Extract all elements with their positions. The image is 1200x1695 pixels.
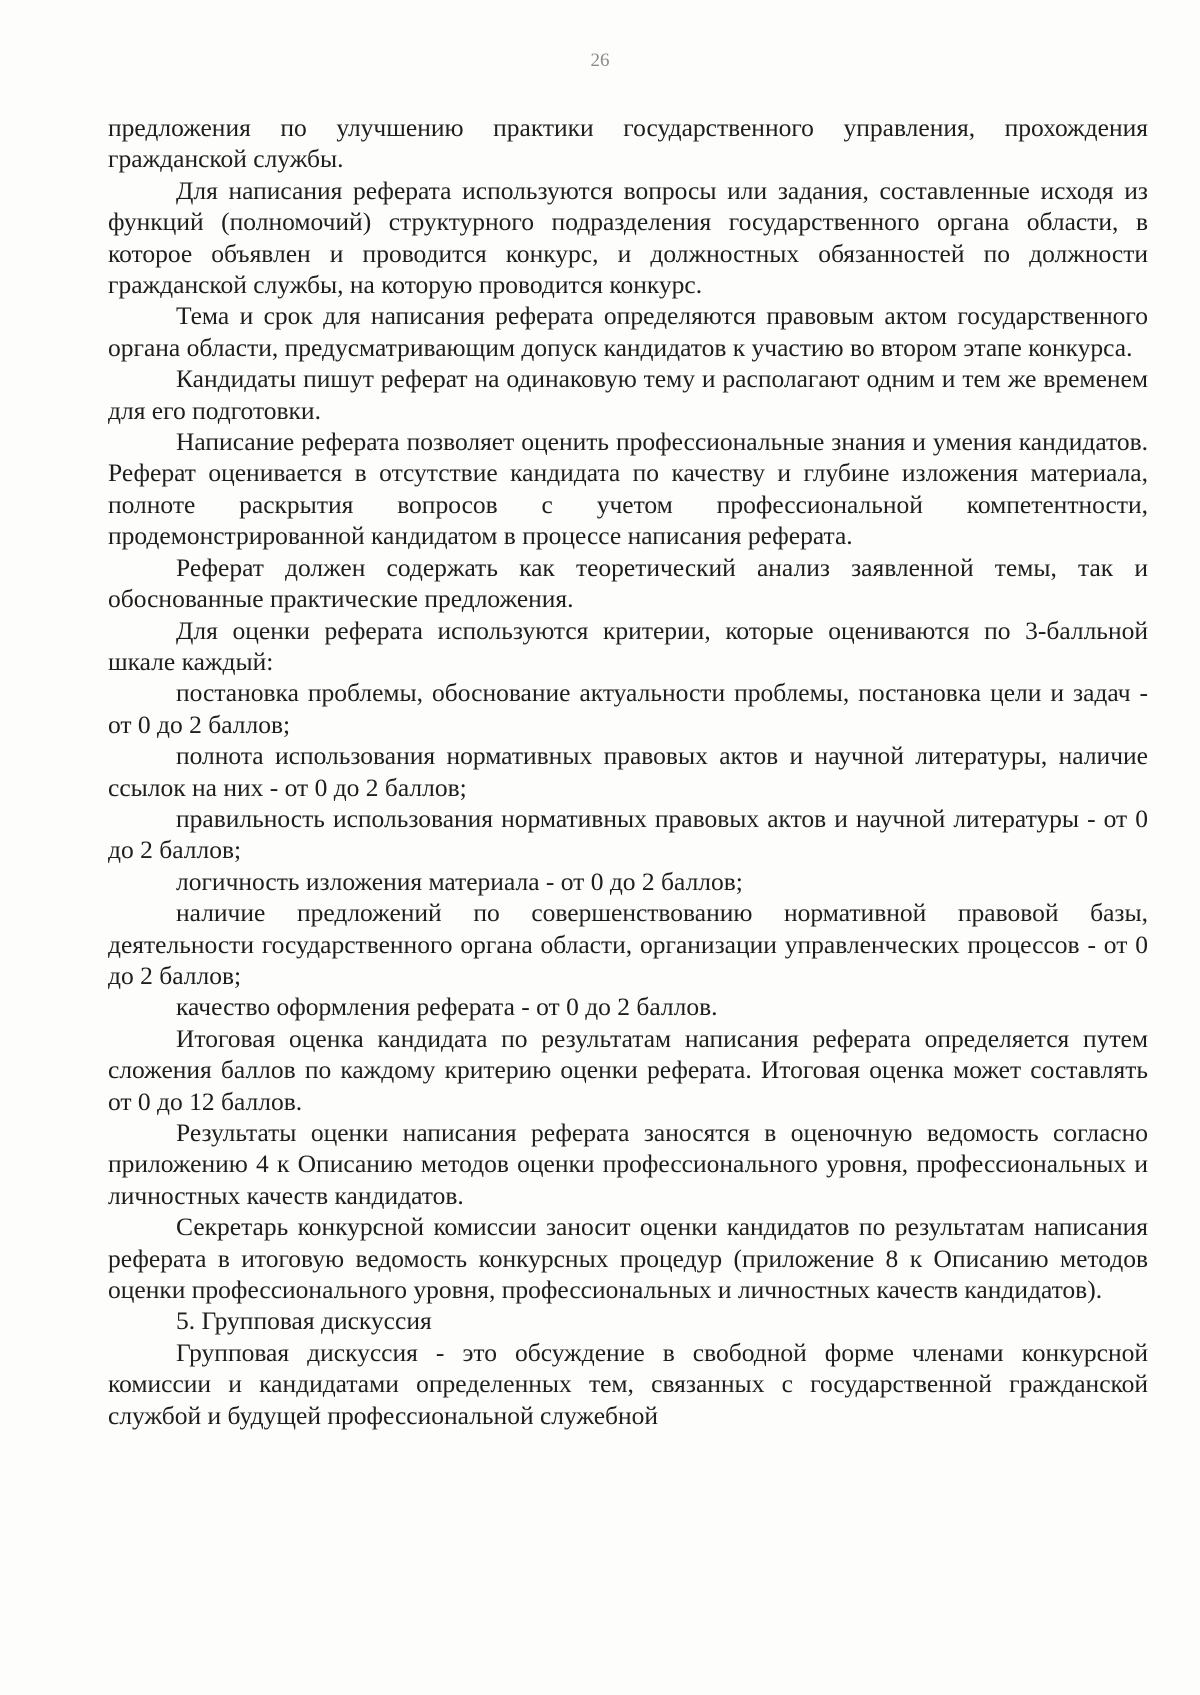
paragraph: Результаты оценки написания реферата заносятся в оценочную ведомость согласно приложению 4 к Описанию методов оценки профессионального уровня, профессиональных и личностных качеств кандидатов. <box>108 1118 1148 1210</box>
paragraph-continuation: предложения по улучшению практики государственного управления, прохождения гражданской службы. <box>108 113 1148 174</box>
criterion-item: качество оформления реферата - от 0 до 2 баллов. <box>176 992 718 1022</box>
paragraph: Итоговая оценка кандидата по результатам написания реферата определяется путем сложения баллов по каждому критерию оценки реферата. Итоговая оценка может составлять от 0 до 12 баллов. <box>108 1023 1148 1116</box>
paragraph: Написание реферата позволяет оценить профессиональные знания и умения кандидатов. Реферат оценивается в отсутствие кандидата по качеству и глубине изложения материала, полноте раскрытия вопросов с учетом профессиональной компетентности, продемонстрированной кандидатом в процессе написания реферата. <box>108 427 1148 551</box>
paragraph: Для написания реферата используются вопросы или задания, составленные исходя из функций (полномочий) структурного подразделения государственного органа области, в которое объявлен и проводится конкурс, и должностных обязанностей по должности гражданской службы, на которую проводится конкурс. <box>108 175 1148 300</box>
paragraph: Реферат должен содержать как теоретический анализ заявленной темы, так и обоснованные практические предложения. <box>108 552 1148 614</box>
section-heading: 5. Групповая дискуссия <box>176 1306 432 1336</box>
criterion-item: логичность изложения материала - от 0 до 2 баллов; <box>176 866 743 896</box>
paragraph: Групповая дискуссия - это обсуждение в свободной форме членами конкурсной комиссии и кандидатами определенных тем, связанных с государственной гражданской службой и будущей профессиональной служебной <box>108 1337 1148 1430</box>
paragraph: Секретарь конкурсной комиссии заносит оценки кандидатов по результатам написания реферата в итоговую ведомость конкурсных процедур (приложение 8 к Описанию методов оценки профессионального уровня, профессиональных и личностных качеств кандидатов). <box>108 1212 1148 1305</box>
page-number: 26 <box>590 50 610 71</box>
criterion-item: полнота использования нормативных правовых актов и научной литературы, наличие ссылок на них - от 0 до 2 баллов; <box>108 741 1148 802</box>
paragraph: Тема и срок для написания реферата определяются правовым актом государственного органа области, предусматривающим допуск кандидатов к участию во втором этапе конкурса. <box>108 301 1148 362</box>
paragraph: Кандидаты пишут реферат на одинаковую тему и располагают одним и тем же временем для его подготовки. <box>108 364 1148 425</box>
criterion-item: наличие предложений по совершенствованию нормативной правовой базы, деятельности государственного органа области, организации управленческих процессов - от 0 до 2 баллов; <box>108 898 1148 990</box>
document-body <box>108 112 1148 1431</box>
criterion-item: постановка проблемы, обоснование актуальности проблемы, постановка цели и задач - от 0 до 2 баллов; <box>108 678 1148 739</box>
criterion-item: правильность использования нормативных правовых актов и научной литературы - от 0 до 2 баллов; <box>108 803 1148 865</box>
paragraph: Для оценки реферата используются критерии, которые оцениваются по 3-балльной шкале каждый: <box>108 615 1148 676</box>
